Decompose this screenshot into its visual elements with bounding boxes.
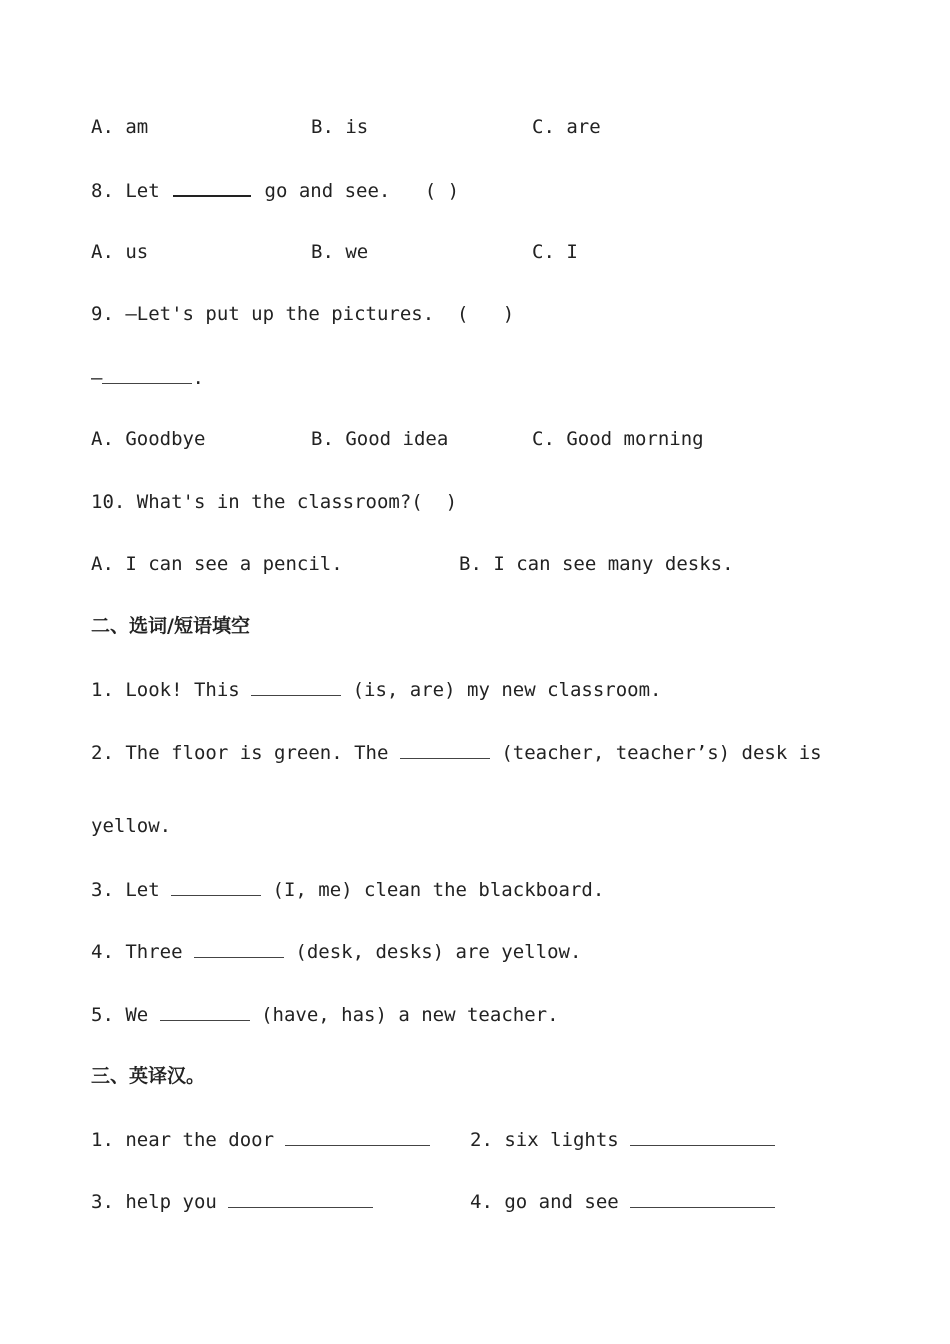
q9-blank[interactable]: [102, 365, 192, 384]
fill-item-4: [91, 939, 581, 964]
translate-item-2-blank[interactable]: [630, 1127, 775, 1146]
q8-option-c: C. I: [532, 241, 578, 263]
fill-item-4-prefix: 4. Three: [91, 941, 183, 963]
q7-option-a: A. am: [91, 116, 149, 138]
fill-item-2: [91, 740, 822, 765]
translate-item-3-label: 3. help you: [91, 1191, 217, 1213]
q9-answer-suffix: .: [192, 367, 204, 389]
fill-item-1: [91, 677, 661, 702]
fill-item-1-blank[interactable]: [251, 677, 341, 696]
q8-option-a: A. us: [91, 241, 149, 263]
q7-option-c: C. are: [532, 116, 601, 138]
fill-item-1-suffix: (is, are) my new classroom.: [341, 679, 662, 701]
fill-item-2-prefix: 2. The floor is green. The: [91, 742, 389, 764]
q8-suffix: go and see. ( ): [264, 180, 460, 202]
translate-item-3-blank[interactable]: [228, 1189, 373, 1208]
fill-item-5: [91, 1002, 559, 1027]
question-10: 10. What's in the classroom?( ): [91, 491, 458, 513]
translate-item-2: [470, 1127, 775, 1152]
translate-item-3: [91, 1189, 373, 1214]
q9-option-c: C. Good morning: [532, 428, 704, 450]
fill-item-5-prefix: 5. We: [91, 1004, 149, 1026]
fill-item-5-suffix: (have, has) a new teacher.: [249, 1004, 559, 1026]
fill-item-2-suffix: (teacher, teacher’s) desk is: [489, 742, 822, 764]
fill-item-3-prefix: 3. Let: [91, 879, 160, 901]
fill-item-2-blank[interactable]: [400, 740, 490, 759]
translate-item-2-label: 2. six lights: [470, 1129, 619, 1151]
translate-row-2: [91, 1189, 619, 1285]
q8-option-b: B. we: [311, 241, 369, 263]
section-3-heading: 三、英译汉。: [91, 1065, 206, 1087]
fill-item-2-continued: yellow.: [91, 815, 172, 837]
section-2-heading: 二、选词/短语填空: [91, 615, 250, 637]
translate-item-4-label: 4. go and see: [470, 1191, 619, 1213]
q9-option-b: B. Good idea: [311, 428, 449, 450]
fill-item-3: [91, 877, 604, 902]
translate-item-4-blank[interactable]: [630, 1189, 775, 1208]
translate-item-4: [470, 1189, 775, 1214]
q9-option-a: A. Goodbye: [91, 428, 206, 450]
translate-item-1-blank[interactable]: [285, 1127, 430, 1146]
translate-item-1: [91, 1127, 430, 1152]
fill-item-3-suffix: (I, me) clean the blackboard.: [261, 879, 605, 901]
question-9: 9. —Let's put up the pictures. ( ): [91, 303, 515, 325]
q8-blank[interactable]: [173, 177, 251, 197]
fill-item-3-blank[interactable]: [171, 877, 261, 896]
translate-item-1-label: 1. near the door: [91, 1129, 275, 1151]
q10-option-a: A. I can see a pencil.: [91, 553, 343, 575]
q7-option-b: B. is: [311, 116, 369, 138]
fill-item-4-blank[interactable]: [194, 939, 284, 958]
q9-answer-prefix: —: [91, 367, 103, 389]
q9-answer-line: [91, 365, 204, 390]
question-8: [91, 177, 459, 203]
fill-item-1-prefix: 1. Look! This: [91, 679, 240, 701]
fill-item-5-blank[interactable]: [160, 1002, 250, 1021]
q10-option-b: B. I can see many desks.: [459, 553, 734, 575]
q8-prefix: 8. Let: [91, 180, 160, 202]
fill-item-4-suffix: (desk, desks) are yellow.: [283, 941, 582, 963]
